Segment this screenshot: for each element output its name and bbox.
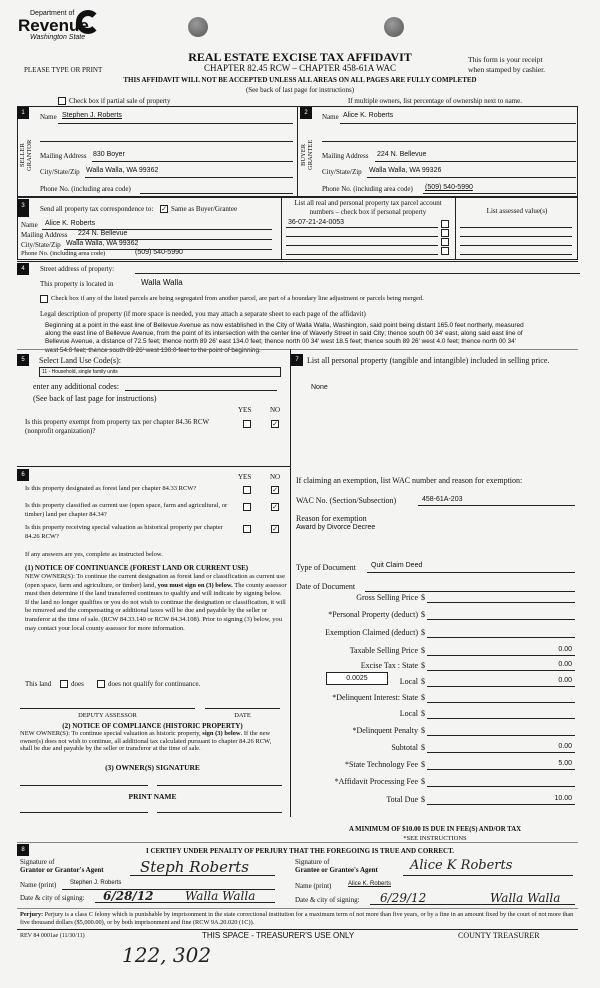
does-not-checkbox[interactable] <box>97 680 105 688</box>
buyer-city-field[interactable] <box>367 177 576 178</box>
assessed-value-field[interactable] <box>460 245 572 246</box>
dollar-sign: $ <box>421 726 425 735</box>
divider <box>17 261 578 262</box>
exemption-reason: Award by Divorce Decree <box>296 524 376 531</box>
label: Select Land Use Code(s): <box>39 356 121 365</box>
question-yes-checkbox[interactable] <box>243 503 251 511</box>
label: (See back of last page for instructions) <box>33 394 157 403</box>
receipt-note: when stamped by cashier. <box>468 65 546 74</box>
seller-address: 830 Boyer <box>93 151 125 158</box>
fee-field[interactable] <box>427 619 575 620</box>
handwritten-number: 122, 302 <box>122 943 212 967</box>
label: Phone No. (including area code) <box>40 185 131 193</box>
treasurer-use: THIS SPACE - TREASURER'S USE ONLY <box>202 931 355 940</box>
divider <box>17 466 290 467</box>
grantor-date: 6/28/12 <box>103 889 154 903</box>
label: Legal description of property (if more space is needed, you may attach a separate sheet to each page of the affidavit) <box>40 310 366 318</box>
fee-field[interactable] <box>427 602 575 603</box>
section-number: 7 <box>291 354 303 366</box>
dollar-sign: $ <box>421 628 425 637</box>
deputy-assessor-line[interactable] <box>20 708 195 709</box>
fee-label: *Personal Property (deduct) <box>328 610 418 619</box>
buyer-phone-field[interactable] <box>423 193 576 194</box>
fee-label: *Delinquent Penalty <box>352 726 418 735</box>
label: enter any additional codes: <box>33 382 119 391</box>
label: This land <box>25 680 52 688</box>
label: DATE <box>234 712 251 719</box>
question-no-checkbox[interactable]: ✓ <box>272 525 278 533</box>
label: Signature of <box>20 858 55 866</box>
dollar-sign: $ <box>421 709 425 718</box>
label: PRINT NAME <box>128 792 177 801</box>
label: Phone No. (including area code) <box>21 250 106 257</box>
owner-signature-line[interactable] <box>20 785 148 786</box>
section-number: 5 <box>17 354 29 366</box>
label: Name (print) <box>295 882 332 890</box>
county-treasurer: COUNTY TREASURER <box>458 931 540 940</box>
yes-header: YES <box>238 473 252 481</box>
buyer-name: Alice K. Roberts <box>343 112 394 119</box>
multiple-owners-note: If multiple owners, list percentage of ownership next to name. <box>348 97 522 105</box>
owner-signature-title: (3) OWNER(S) SIGNATURE <box>105 763 200 772</box>
fee-field[interactable] <box>427 735 575 736</box>
fee-label: Taxable Selling Price <box>349 646 418 655</box>
corr-address: 224 N. Bellevue <box>78 230 128 237</box>
label: WAC No. (Section/Subsection) <box>296 496 397 505</box>
text: . If the new owner(s) does not wish to continue, all additional tax calculated pursuant to chapter 84.26 RCW, shall be due and payable by the seller or transferor at the time of sale. <box>20 730 272 752</box>
label: City/State/Zip <box>322 168 362 176</box>
grantee-signature: Alice K Roberts <box>410 858 513 873</box>
dollar-sign: $ <box>421 743 425 752</box>
fee-field[interactable] <box>427 637 575 638</box>
personal-property-checkbox[interactable] <box>441 238 449 246</box>
label: Reason for exemption <box>296 514 367 523</box>
label: Mailing Address <box>322 152 369 160</box>
section-number: 1 <box>17 107 29 119</box>
text: you must sign on (3) below. <box>157 581 233 589</box>
grantee-signature-field[interactable] <box>403 875 573 876</box>
land-use-select[interactable]: 11 - Household, single family units <box>39 367 281 377</box>
fee-value: 0.00 <box>558 677 572 684</box>
segregated-checkbox[interactable] <box>40 295 48 303</box>
assessed-header: List assessed value(s) <box>486 207 548 215</box>
punch-hole <box>188 17 208 37</box>
seller-side-label: SELLER GRANTOR <box>19 139 33 171</box>
label: Mailing Address <box>40 152 87 160</box>
corr-name-field[interactable] <box>42 229 272 230</box>
date-line[interactable] <box>205 708 280 709</box>
see-instructions: *SEE INSTRUCTIONS <box>403 835 467 842</box>
label: Date & city of signing: <box>20 894 85 902</box>
label: Phone No. (including area code) <box>322 185 413 193</box>
fee-value: 5.00 <box>558 760 572 767</box>
logo-line: Revenue <box>18 16 89 35</box>
label: does not qualify for continuance. <box>108 680 201 688</box>
fee-field[interactable] <box>427 670 575 671</box>
minimum-note: A MINIMUM OF $10.00 IS DUE IN FEE(S) AND/OR TAX <box>348 826 522 833</box>
wac-field[interactable] <box>418 505 575 506</box>
instructions-note: (See back of last page for instructions) <box>245 86 355 94</box>
exempt-question: Is this property exempt from property tax per chapter 84.36 RCW (nonprofit organization)? <box>25 418 209 435</box>
fee-value: 0.00 <box>558 661 572 668</box>
label: Date of Document <box>296 582 356 591</box>
fee-field[interactable] <box>427 718 575 719</box>
text: Perjury: <box>20 911 44 918</box>
logo-line: Washington State <box>30 34 86 41</box>
fee-field[interactable] <box>427 686 575 687</box>
personal-property-checkbox[interactable] <box>441 247 449 255</box>
fee-value: 0.00 <box>558 743 572 750</box>
label: If any answers are yes, complete as instructed below. <box>25 551 163 558</box>
divider <box>17 349 578 350</box>
label: Name <box>21 221 38 229</box>
certify-title: I CERTIFY UNDER PENALTY OF PERJURY THAT THE FOREGOING IS TRUE AND CORRECT. <box>145 847 454 855</box>
label: Same as Buyer/Grantee <box>171 205 238 213</box>
fee-field[interactable] <box>427 752 575 753</box>
question-no-checkbox[interactable]: ✓ <box>272 503 278 511</box>
label: Grantor or Grantor's Agent <box>20 866 104 874</box>
parcel-field[interactable] <box>286 254 438 255</box>
dollar-sign: $ <box>421 677 425 686</box>
label: List all personal property (tangible and intangible) included in selling price. <box>307 356 550 365</box>
parcel-field[interactable] <box>286 245 438 246</box>
receipt-note: This form is your receipt <box>468 55 543 64</box>
label: Name <box>322 113 339 121</box>
label: Type of Document <box>296 563 356 572</box>
additional-codes-field[interactable] <box>125 390 277 391</box>
divider <box>455 197 456 260</box>
grantor-city: Walla Walla <box>185 889 256 903</box>
buyer-city: Walla Walla, WA 99326 <box>369 167 442 174</box>
logo-line: Department of <box>30 10 75 17</box>
fee-label: *State Technology Fee <box>344 760 418 769</box>
grantor-signature: Steph Roberts <box>140 858 249 876</box>
label: Date & city of signing: <box>295 896 360 904</box>
label: Mailing Address <box>21 231 68 239</box>
notice-compliance-title: (2) NOTICE OF COMPLIANCE (HISTORIC PROPERTY) <box>62 722 243 730</box>
fee-field[interactable] <box>427 655 575 656</box>
yes-header: YES <box>238 406 252 414</box>
text: The county assessor must then determine if the land transferred continues to qualify and will indicate by signing below. If the land no longer qualifies or you do not wish to continue the designation or classification, it will be removed and the compensating or additional taxes will be due and payable by the seller or transferor at the time of sale. (RCW 84.33.140 or RCW 84.34.108). Prior to signing (3) below, you may contact your local county assessor for more information. <box>25 581 287 632</box>
perjury-note <box>20 911 578 927</box>
dollar-sign: $ <box>421 795 425 804</box>
parcel-field[interactable] <box>286 227 438 228</box>
dollar-sign: $ <box>421 760 425 769</box>
local-rate-field[interactable]: 0.0025 <box>326 672 388 685</box>
assessed-value-field[interactable] <box>460 254 572 255</box>
grantee-city: Walla Walla <box>490 891 561 905</box>
buyer-name-line2[interactable] <box>322 141 576 142</box>
fee-label: Local <box>399 677 418 686</box>
partial-sale-label: Check box if partial sale of property <box>69 97 171 105</box>
buyer-name-field[interactable] <box>340 123 576 124</box>
fee-field[interactable] <box>427 769 575 770</box>
divider <box>17 929 578 930</box>
fee-field[interactable] <box>427 804 575 805</box>
seller-city: Walla Walla, WA 99362 <box>86 167 159 174</box>
assessed-value-field[interactable] <box>460 236 572 237</box>
dollar-sign: $ <box>421 693 425 702</box>
logo-swirl-icon <box>76 10 100 34</box>
label: City/State/Zip <box>21 241 61 249</box>
fee-value: 10.00 <box>554 795 572 802</box>
exempt-no-checkbox[interactable]: ✓ <box>272 420 278 428</box>
seller-city-field[interactable] <box>85 177 293 178</box>
doc-type-field[interactable] <box>367 572 575 573</box>
please-type: PLEASE TYPE OR PRINT <box>24 66 103 74</box>
label: City/State/Zip <box>40 168 80 176</box>
label: If claiming an exemption, list WAC number and reason for exemption: <box>296 476 523 485</box>
corr-phone: (509) 540-5990 <box>135 249 183 256</box>
buyer-address: 224 N. Bellevue <box>377 151 427 158</box>
label: Street address of property: <box>40 265 115 273</box>
form-title: REAL ESTATE EXCISE TAX AFFIDAVIT <box>188 50 412 64</box>
notice-compliance-text <box>20 730 285 753</box>
parcel-number: 36-07-21-24-0053 <box>288 219 345 226</box>
divider <box>297 106 298 197</box>
print-name-line[interactable] <box>20 812 148 813</box>
exempt-yes-checkbox[interactable] <box>243 420 251 428</box>
punch-hole <box>384 17 404 37</box>
text: NEW OWNER(S): To continue the current designation as forest land or classification as current use (open space, farm and agriculture, or timber) land, <box>25 573 285 589</box>
fee-label: Exemption Claimed (deduct) <box>325 628 418 637</box>
personal-property-checkbox[interactable] <box>441 220 449 228</box>
parcel-header: List all real and personal property tax parcel account numbers – check box if personal property <box>294 199 442 216</box>
dollar-sign: $ <box>421 777 425 786</box>
section-number: 6 <box>17 469 29 481</box>
buyer-address-field[interactable] <box>375 161 576 162</box>
legal-description: Beginning at a point in the east line of Bellevue Avenue as now established in the City of Walla Walla, Washington, said point being distant 165.0 feet northerly, measured along the east line of Bellevue Avenue, from the point of its intersection with the center line of Waverly Street in said City; thence south 00 34' east, along said east line of Bellevue Avenue, a distance of 72.5 feet; thence north 89 26' east 134.0 feet; thence north 00 34' west 18.5 feet; thence south 89 26' west 4.0 feet; thence north 00 34' west 54.0 feet; thence south 89 26' west 130.0 feet to the point of beginning. <box>45 322 524 354</box>
notice-continuance-text <box>25 573 287 633</box>
notice-continuance-title: (1) NOTICE OF CONTINUANCE (FOREST LAND OR CURRENT USE) <box>25 564 249 572</box>
text: Perjury is a class C felony which is punishable by imprisonment in the state correctional institution for a maximum term of not more than five years, or by a fine in an amount fixed by the court of not more than five thousand dollars ($5,000.00), or by both imprisonment and fine (RCW 9A.20.020 (1C)). <box>20 911 574 926</box>
fee-label: Subtotal <box>391 743 418 752</box>
grantee-name: Alice K. Roberts <box>348 881 392 887</box>
seller-name: Stephen J. Roberts <box>62 112 122 119</box>
seller-address-field[interactable] <box>92 161 293 162</box>
divider <box>17 908 578 909</box>
form-subtitle: CHAPTER 82.45 RCW – CHAPTER 458-61A WAC <box>204 63 396 73</box>
section-number: 2 <box>300 107 312 119</box>
owner-signature-line[interactable] <box>157 785 282 786</box>
text: NEW OWNER(S): To continue special valuation as historic property, <box>20 730 203 737</box>
partial-sale-checkbox[interactable] <box>58 97 66 105</box>
label: Name <box>40 113 57 121</box>
seller-phone-field[interactable] <box>140 193 293 194</box>
fee-field[interactable] <box>427 702 575 703</box>
no-header: NO <box>270 406 281 414</box>
section-number: 8 <box>17 844 29 856</box>
fee-label: *Delinquent Interest: State <box>332 693 418 702</box>
grantee-date: 6/29/12 <box>380 891 427 905</box>
fee-label: Gross Selling Price <box>356 593 418 602</box>
assessed-value-field[interactable] <box>460 227 572 228</box>
dollar-sign: $ <box>421 610 425 619</box>
corr-name: Alice K. Roberts <box>45 220 96 227</box>
dollar-sign: $ <box>421 661 425 670</box>
fee-label: Local <box>399 709 418 718</box>
fee-label: Excise Tax : State <box>360 661 418 670</box>
section6-question: Is this property designated as forest land per chapter 84.33 RCW? <box>25 485 197 492</box>
warning: THIS AFFIDAVIT WILL NOT BE ACCEPTED UNLESS ALL AREAS ON ALL PAGES ARE FULLY COMPLETED <box>123 76 477 84</box>
form-revision: REV 84 0001ae (11/30/11) <box>20 933 85 939</box>
parcel-field[interactable] <box>286 236 438 237</box>
no-header: NO <box>270 473 281 481</box>
print-name-line[interactable] <box>157 812 282 813</box>
wac-value: 458-61A-203 <box>422 496 463 503</box>
corr-city: Walla Walla, WA 99362 <box>66 240 139 247</box>
label: Grantee or Grantee's Agent <box>295 866 378 874</box>
section6-question: Is this property classified as current use (open space, farm and agricultural, or timber) land per chapter 84.34? <box>25 502 228 518</box>
seller-name-field[interactable] <box>58 123 293 124</box>
same-as-buyer-checkbox[interactable]: ✓ <box>161 205 167 213</box>
question-no-checkbox[interactable]: ✓ <box>272 486 278 494</box>
dollar-sign: $ <box>421 646 425 655</box>
section-number: 4 <box>17 263 29 275</box>
divider <box>17 842 578 843</box>
text: sign (3) below <box>202 730 241 737</box>
label: does <box>71 680 84 688</box>
divider <box>290 349 291 817</box>
does-checkbox[interactable] <box>60 680 68 688</box>
label: Name (print) <box>20 881 57 889</box>
question-yes-checkbox[interactable] <box>243 486 251 494</box>
label: Send all property tax correspondence to: <box>40 205 154 213</box>
label: DEPUTY ASSESSOR <box>78 712 137 719</box>
label: Check box if any of the listed parcels are being segregated from another parcel, are part of a boundary line adjustment or parcels being merged. <box>51 295 424 302</box>
label: Signature of <box>295 858 330 866</box>
label: This property is located in <box>40 280 114 288</box>
seller-name-line2[interactable] <box>40 141 293 142</box>
section6-question: Is this property receiving special valuation as historical property per chapter 84.26 RCW? <box>25 524 223 540</box>
buyer-phone: (509) 540-5990 <box>425 184 473 191</box>
buyer-side-label: BUYER GRANTEE <box>300 139 314 171</box>
fee-label: Total Due <box>386 795 418 804</box>
grantor-name: Stephen J. Roberts <box>70 880 122 886</box>
divider <box>281 197 282 260</box>
street-address-field[interactable] <box>135 273 580 274</box>
section-number: 3 <box>17 199 29 217</box>
question-yes-checkbox[interactable] <box>243 525 251 533</box>
personal-property-checkbox[interactable] <box>441 229 449 237</box>
located-city: Walla Walla <box>141 278 183 287</box>
doc-date-field[interactable] <box>365 591 575 592</box>
dollar-sign: $ <box>421 593 425 602</box>
fee-value: 0.00 <box>558 646 572 653</box>
doc-type-value: Quit Claim Deed <box>371 562 423 569</box>
personal-property-value: None <box>311 384 328 391</box>
fee-label: *Affidavit Processing Fee <box>334 777 418 786</box>
fee-field[interactable] <box>427 786 575 787</box>
